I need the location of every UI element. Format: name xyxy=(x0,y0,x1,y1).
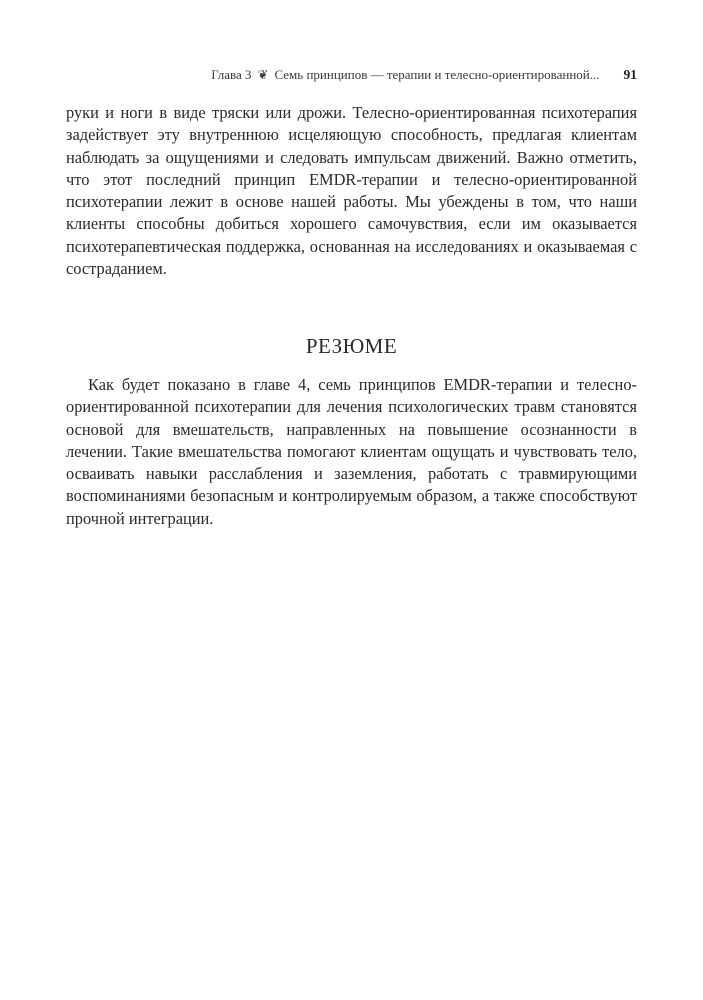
running-title: Семь принципов — терапии и телесно-ориентированной... xyxy=(274,67,600,82)
fleuron-icon: ❦ xyxy=(257,67,269,82)
summary-paragraph xyxy=(66,374,637,530)
paragraph-text: руки и ноги в виде тряски или дрожи. Телесно-ориентированная психотерапия задействует эту внутреннюю исцеляющую способность, предлагая клиентам наблюдать за ощущениями и следовать импульсам движений. Важно отметить, что этот последний принцип EMDR-терапии и телесно-ориентированной психотерапии лежит в основе нашей работы. Мы убеждены в том, что наши клиенты способны добиться хорошего самочувствия, если им оказывается психотерапевтическая поддержка, основанная на исследованиях и оказываемая с состраданием. xyxy=(66,103,637,279)
chapter-label: Глава 3 xyxy=(211,67,252,82)
running-head xyxy=(66,67,637,87)
paragraph-text: Как будет показано в главе 4, семь принципов EMDR-терапии и телесно-ориентированной психотерапии для лечения психологических травм становятся основой для вмешательств, направленных на повышение осознанности в лечении. Такие вмешательства помогают клиентам ощущать и чувствовать тело, осваивать навыки расслабления и заземления, работать с травмирующими воспоминаниями безопасным и контролируемым образом, а также способствуют прочной интеграции. xyxy=(66,375,637,528)
page-number: 91 xyxy=(623,67,637,82)
body-paragraph-continued xyxy=(66,102,637,280)
section-heading: РЕЗЮМЕ xyxy=(305,334,398,358)
